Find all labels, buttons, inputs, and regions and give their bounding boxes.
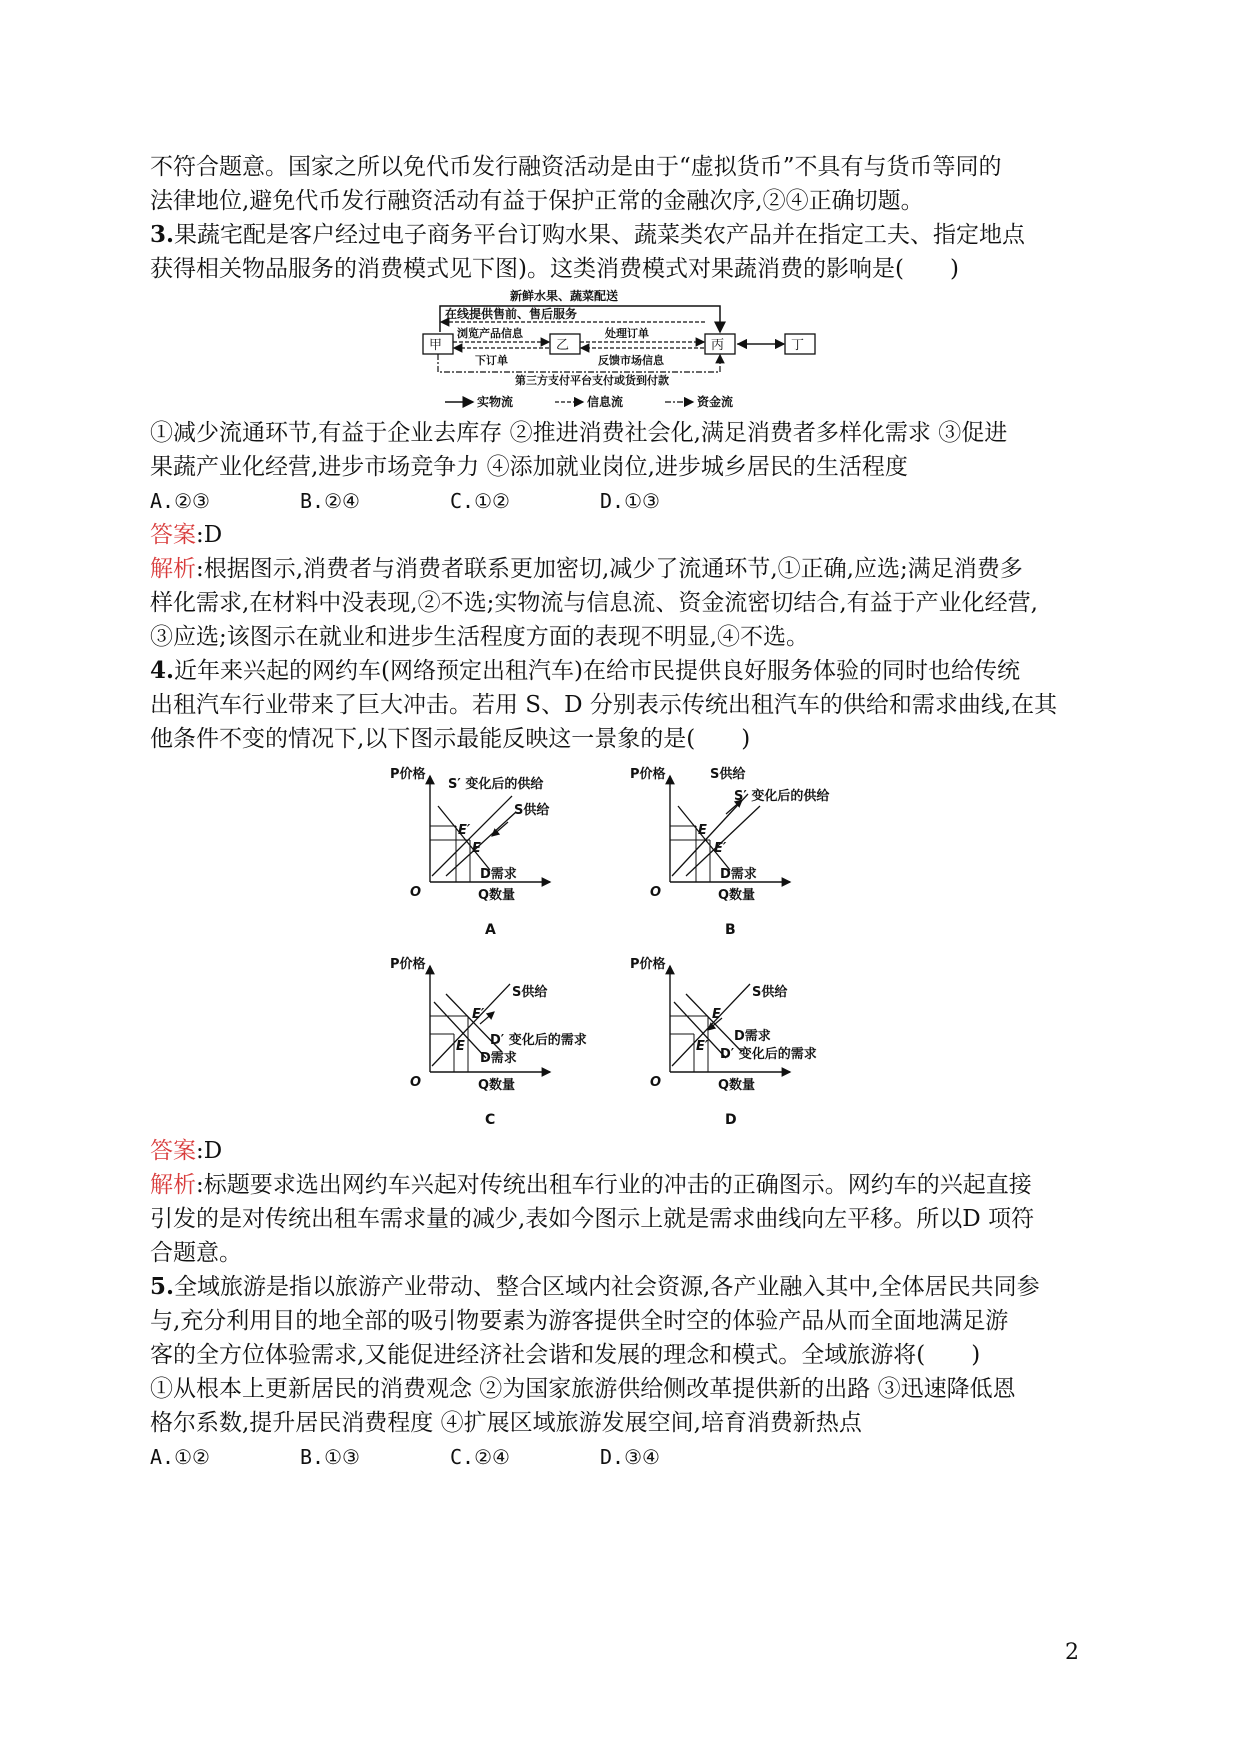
- q3-flow-diagram: [415, 286, 835, 416]
- graph-a-e: E: [472, 841, 481, 856]
- q5-choice-b: B.①③: [300, 1445, 360, 1469]
- q4-stem-line-2: 出租汽车行业带来了巨大冲击。若用 S、D 分别表示传统出租汽车的供给和需求曲线,在其: [150, 692, 1058, 718]
- q4-stem-line-1: [150, 654, 1100, 688]
- q4-answer-value: :D: [196, 1138, 223, 1164]
- graph-d-origin: O: [650, 1075, 662, 1090]
- q4-analysis-line-2: 引发的是对传统出租车需求量的减少,表如今图示上就是需求曲线向左平移。所以D 项符: [150, 1206, 1035, 1232]
- q5-choice-d: D.③④: [600, 1445, 660, 1469]
- q3-analysis-line-1: [150, 552, 1100, 586]
- legend-info: 信息流: [587, 395, 624, 409]
- node-yi: 乙: [556, 338, 570, 353]
- document-page: [150, 150, 1100, 1474]
- q5-stem-line-2: 与,充分利用目的地全部的吸引物要素为游客提供全时空的体验产品从而全面地满足游: [150, 1308, 1009, 1334]
- legend-physical: 实物流: [477, 395, 514, 409]
- q3-stem-line-1: [150, 218, 1100, 252]
- q4-supply-demand-graphs: [390, 764, 860, 1134]
- diagram-process: 处理订单: [605, 327, 649, 340]
- graph-c-d-label: D需求: [480, 1051, 517, 1066]
- graph-b-title: B: [725, 922, 736, 938]
- graph-a-title: A: [485, 922, 496, 938]
- q4-stem-line-3: 他条件不变的情况下,以下图示最能反映这一景象的是( ): [150, 726, 751, 752]
- q3-analysis-line-2: 样化需求,在材料中没表现,②不选;实物流与信息流、资金流密切结合,有益于产业化经营,: [150, 590, 1038, 616]
- diagram-order: 下订单: [475, 354, 508, 367]
- q5-number: 5.: [150, 1273, 175, 1300]
- q4-analysis-line-3: 合题意。: [150, 1240, 242, 1266]
- graph-d-title: D: [725, 1112, 737, 1128]
- page-number: 2: [1065, 1640, 1079, 1665]
- graph-c-origin: O: [410, 1075, 422, 1090]
- q3-choices: [150, 484, 1100, 518]
- graph-b-d-label: D需求: [720, 867, 757, 882]
- q5-choice-c: C.②④: [450, 1445, 510, 1469]
- node-bing: 丙: [711, 338, 725, 353]
- graph-c-e: E: [456, 1039, 465, 1054]
- q5-choice-a: A.①②: [150, 1445, 210, 1469]
- graph-c-s-label: S供给: [512, 985, 548, 1000]
- graph-a-q-label: Q数量: [478, 888, 516, 903]
- q3-analysis-text-1: :根据图示,消费者与消费者联系更加密切,减少了流通环节,①正确,应选;满足消费多: [196, 556, 1023, 582]
- graph-a-s2-label: S′ 变化后的供给: [448, 777, 544, 792]
- q5-stem-line-1: [150, 1270, 1100, 1304]
- q3-answer-value: :D: [196, 522, 223, 548]
- q3-choice-d: D.①③: [600, 489, 660, 513]
- graph-b-e2: E′: [714, 841, 727, 856]
- graph-d-q-label: Q数量: [718, 1078, 756, 1093]
- graph-d-d2-label: D′ 变化后的需求: [720, 1047, 817, 1062]
- q5-stem-text-1: 全域旅游是指以旅游产业带动、整合区域内社会资源,各产业融入其中,全体居民共同参: [174, 1274, 1040, 1300]
- q5-choices: [150, 1440, 1100, 1474]
- q5-option-line-1: ①从根本上更新居民的消费观念 ②为国家旅游供给侧改革提供新的出路 ③迅速降低恩: [150, 1376, 1016, 1402]
- q3-option-line-1: ①减少流通环节,有益于企业去库存 ②推进消费社会化,满足消费者多样化需求 ③促进: [150, 420, 1008, 446]
- node-jia: 甲: [429, 338, 443, 353]
- graph-d-s-label: S供给: [752, 985, 788, 1000]
- graph-b: [630, 766, 830, 938]
- q4-number: 4.: [150, 657, 175, 684]
- q5-stem-line-3: 客的全方位体验需求,又能促进经济社会谐和发展的理念和模式。全域旅游将( ): [150, 1342, 981, 1368]
- q3-answer: [150, 518, 1100, 552]
- graph-b-e: E: [698, 823, 707, 838]
- graph-c-d2-label: D′ 变化后的需求: [490, 1033, 587, 1048]
- graph-b-s2-label: S′ 变化后的供给: [734, 789, 830, 804]
- graph-c-p-label: P价格: [390, 957, 426, 972]
- graph-a-origin: O: [410, 885, 422, 900]
- graph-d-e2: E′: [696, 1039, 709, 1054]
- q4-analysis-label: 解析: [150, 1172, 196, 1198]
- q4-analysis-text-1: :标题要求选出网约车兴起对传统出租车行业的冲击的正确图示。网约车的兴起直接: [196, 1172, 1032, 1198]
- graph-a-d-label: D需求: [480, 867, 517, 882]
- q4-answer-label: 答案: [150, 1138, 196, 1164]
- q3-choice-b: B.②④: [300, 489, 360, 513]
- node-ding: 丁: [791, 338, 805, 353]
- graph-c-title: C: [485, 1112, 496, 1128]
- q4-answer: [150, 1134, 1100, 1168]
- q3-answer-label: 答案: [150, 522, 196, 548]
- q4-stem-text-1: 近年来兴起的网约车(网络预定出租汽车)在给市民提供良好服务体验的同时也给传统: [174, 658, 1020, 684]
- diagram-pay: 第三方支付平台支付或货到付款: [515, 374, 669, 387]
- graph-d: [630, 956, 817, 1128]
- intro-line-2: 法律地位,避免代币发行融资活动有益于保护正常的金融次序,②④正确切题。: [150, 188, 924, 214]
- graph-b-p-label: P价格: [630, 767, 666, 782]
- graph-b-s-label: S供给: [710, 767, 746, 782]
- q3-choice-c: C.①②: [450, 489, 510, 513]
- graph-a: [390, 766, 550, 938]
- graph-a-s-label: S供给: [514, 803, 550, 818]
- q4-analysis-line-1: [150, 1168, 1100, 1202]
- graph-a-p-label: P价格: [390, 767, 426, 782]
- legend-fund: 资金流: [697, 395, 734, 409]
- q5-option-line-2: 格尔系数,提升居民消费程度 ④扩展区域旅游发展空间,培育消费新热点: [150, 1410, 862, 1436]
- q3-analysis-line-3: ③应选;该图示在就业和进步生活程度方面的表现不明显,④不选。: [150, 624, 810, 650]
- graph-b-origin: O: [650, 885, 662, 900]
- q3-stem-text-1: 果蔬宅配是客户经过电子商务平台订购水果、蔬菜类农产品并在指定工夫、指定地点: [174, 222, 1026, 248]
- diagram-feedback: 反馈市场信息: [598, 354, 664, 367]
- q3-number: 3.: [150, 221, 175, 248]
- diagram-top-label: 新鲜水果、蔬菜配送: [510, 289, 619, 303]
- graph-d-d-label: D需求: [734, 1029, 771, 1044]
- graph-c-q-label: Q数量: [478, 1078, 516, 1093]
- diagram-online-label: 在线提供售前、售后服务: [445, 307, 578, 321]
- graph-c: [390, 956, 587, 1128]
- diagram-browse: 浏览产品信息: [457, 327, 523, 340]
- q3-stem-line-2: 获得相关物品服务的消费模式见下图)。这类消费模式对果蔬消费的影响是( ): [150, 256, 959, 282]
- q3-analysis-label: 解析: [150, 556, 196, 582]
- q3-option-line-2: 果蔬产业化经营,进步市场竞争力 ④添加就业岗位,进步城乡居民的生活程度: [150, 454, 908, 480]
- intro-line-1: 不符合题意。国家之所以免代币发行融资活动是由于“虚拟货币”不具有与货币等同的: [150, 154, 1002, 180]
- graph-c-e2: E′: [472, 1007, 485, 1022]
- graph-a-e2: E′: [458, 823, 471, 838]
- graph-b-q-label: Q数量: [718, 888, 756, 903]
- q3-choice-a: A.②③: [150, 489, 210, 513]
- graph-d-p-label: P价格: [630, 957, 666, 972]
- graph-d-e: E: [712, 1007, 721, 1022]
